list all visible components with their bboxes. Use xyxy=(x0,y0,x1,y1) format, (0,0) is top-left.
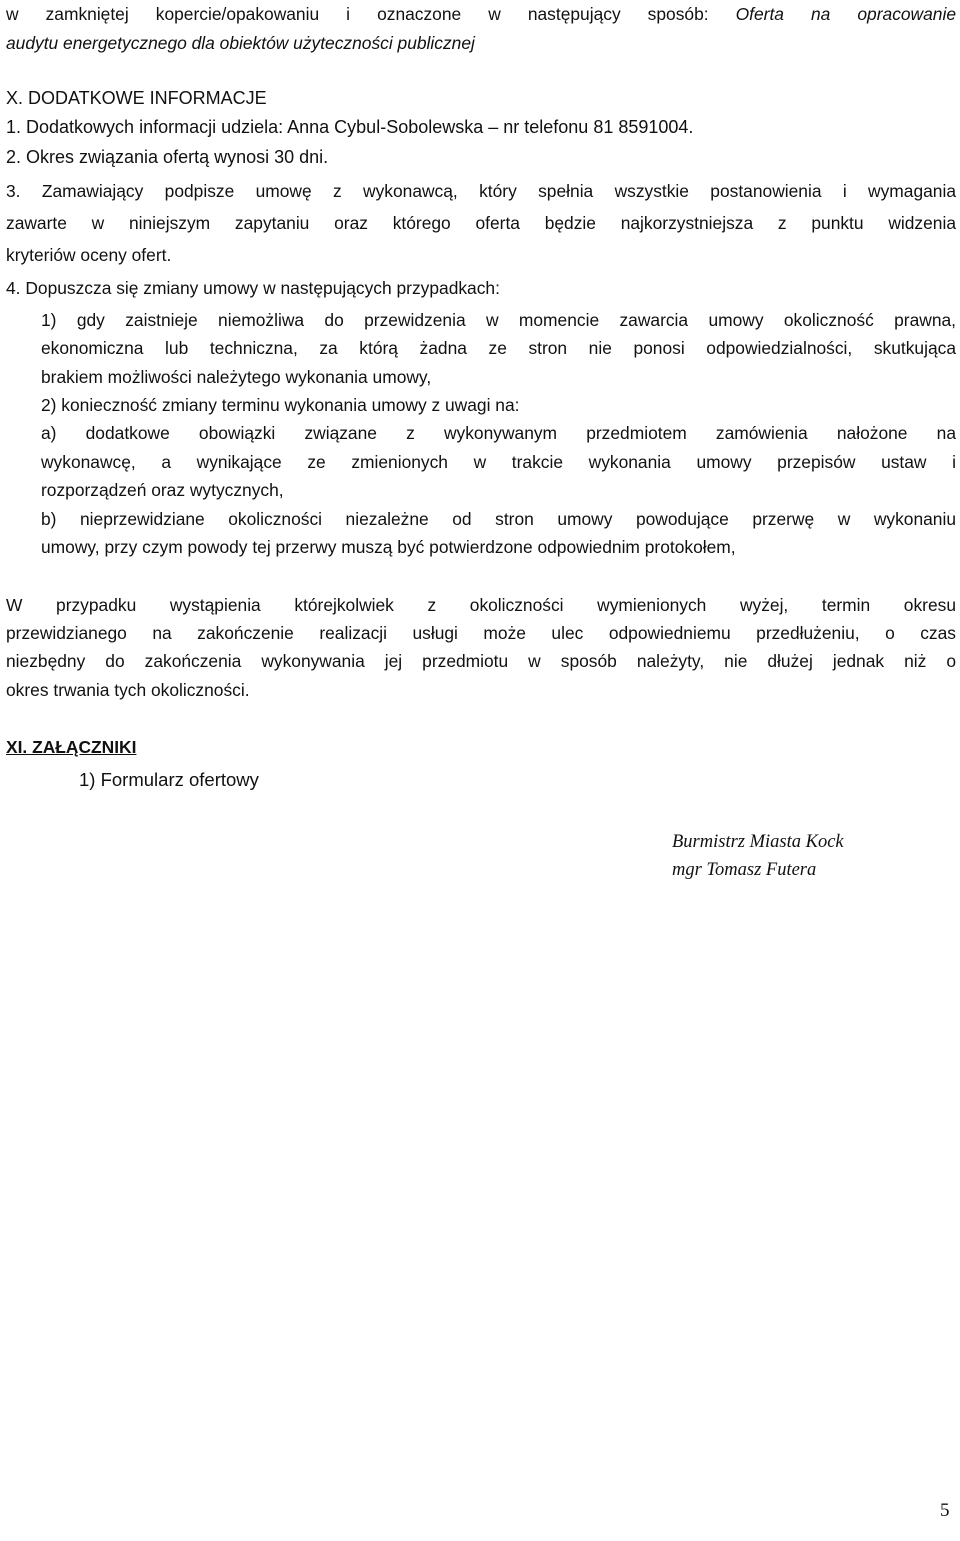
section-xi-item-1: 1) Formularz ofertowy xyxy=(79,769,259,790)
section-x-item-4-line-1: 4. Dopuszcza się zmiany umowy w następujących przypadkach: xyxy=(6,278,500,298)
item-4-sub-2b-line-2: umowy, przy czym powody tej przerwy muszą być potwierdzone odpowiednim protokołem, xyxy=(41,537,736,557)
section-x-heading: X. DODATKOWE INFORMACJE xyxy=(6,88,267,108)
item-4-sub-1-line-3: brakiem możliwości należytego wykonania umowy, xyxy=(41,367,432,387)
signature-name: mgr Tomasz Futera xyxy=(672,860,817,880)
closing-line-4: okres trwania tych okoliczności. xyxy=(6,680,250,700)
intro-text: w zamkniętej kopercie/opakowaniu i oznaczone w następujący sposób: xyxy=(6,4,709,24)
closing-line-3: niezbędny do zakończenia wykonywania jej przedmiotu w sposób należyty, nie dłużej jednak niż o xyxy=(6,651,956,671)
section-x-item-1: 1. Dodatkowych informacji udziela: Anna Cybul-Sobolewska – nr telefonu 81 8591004. xyxy=(6,117,694,137)
section-x-item-3-line-3: kryteriów oceny ofert. xyxy=(6,245,172,265)
item-4-sub-1-line-1: 1) gdy zaistnieje niemożliwa do przewidzenia w momencie zawarcia umowy okoliczność prawna, xyxy=(41,310,956,330)
intro-line-1 xyxy=(6,3,956,25)
section-xi-heading: XI. ZAŁĄCZNIKI xyxy=(6,737,137,757)
item-4-sub-2: 2) konieczność zmiany terminu wykonania umowy z uwagi na: xyxy=(41,395,520,415)
closing-line-2: przewidzianego na zakończenie realizacji usługi może ulec odpowiedniemu przedłużeniu, o czas xyxy=(6,623,956,643)
section-x-item-2: 2. Okres związania ofertą wynosi 30 dni. xyxy=(6,147,329,167)
section-x-item-3-line-2: zawarte w niniejszym zapytaniu oraz którego oferta będzie najkorzystniejsza z punktu widzenia xyxy=(6,213,956,233)
intro-line-2: audytu energetycznego dla obiektów użyteczności publicznej xyxy=(6,33,475,53)
intro-italic-text: Oferta na opracowanie xyxy=(735,4,956,24)
signature-title: Burmistrz Miasta Kock xyxy=(672,832,844,852)
page-number: 5 xyxy=(940,1500,950,1521)
closing-line-1: W przypadku wystąpienia którejkolwiek z okoliczności wymienionych wyżej, termin okresu xyxy=(6,595,956,615)
section-x-item-3-line-1: 3. Zamawiający podpisze umowę z wykonawcą, który spełnia wszystkie postanowienia i wymagania xyxy=(6,181,956,201)
item-4-sub-1-line-2: ekonomiczna lub techniczna, za którą żadna ze stron nie ponosi odpowiedzialności, skutkująca xyxy=(41,338,956,358)
item-4-sub-2a-line-2: wykonawcę, a wynikające ze zmienionych w trakcie wykonania umowy przepisów ustaw i xyxy=(41,452,956,472)
item-4-sub-2b-line-1: b) nieprzewidziane okoliczności niezależne od stron umowy powodujące przerwę w wykonaniu xyxy=(41,509,956,529)
item-4-sub-2a-line-1: a) dodatkowe obowiązki związane z wykonywanym przedmiotem zamówienia nałożone na xyxy=(41,423,956,443)
item-4-sub-2a-line-3: rozporządzeń oraz wytycznych, xyxy=(41,480,284,500)
